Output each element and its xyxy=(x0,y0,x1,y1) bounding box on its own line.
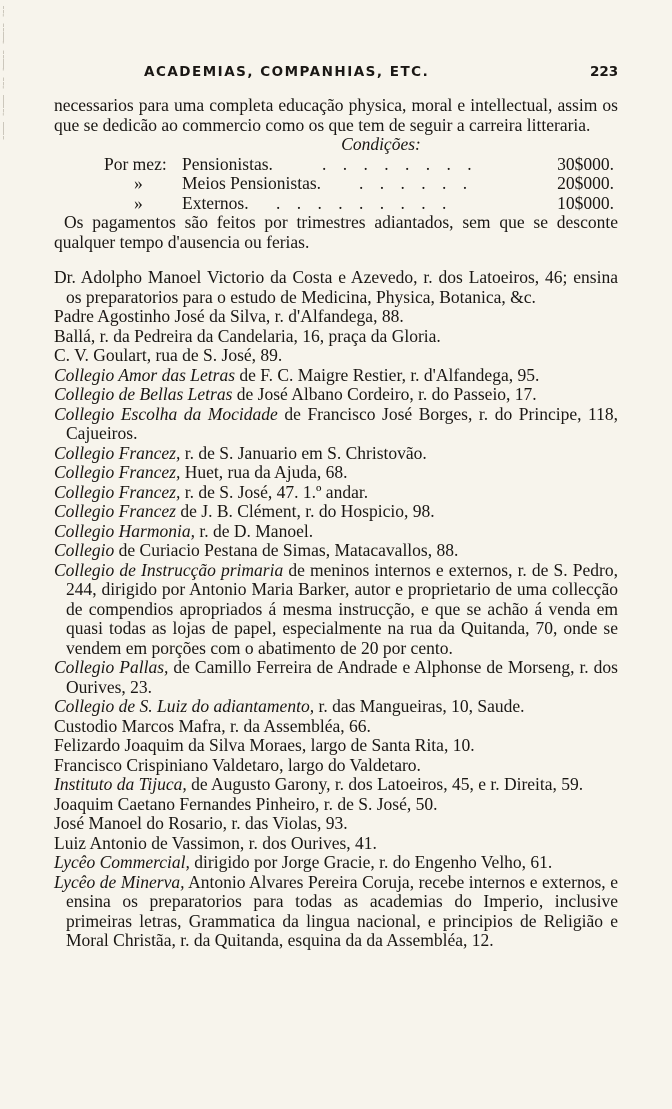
page-body xyxy=(54,96,618,951)
entry-text: Antonio Alvares Pereira Coruja, recebe internos e externos, e ensina os preparatorios para todas as academias do Imperio, inclusive primeiras letras, Grammatica da lingua nacional, e principios de Religião e Moral Christãa, r. da Quitanda, esquina da da Assembléa, 12. xyxy=(66,871,618,950)
directory-entry xyxy=(54,522,618,542)
directory-entry xyxy=(54,541,618,561)
institution-name: Lycêo Commercial, xyxy=(54,852,190,872)
page-number: 223 xyxy=(590,64,619,80)
condition-label: Externos. xyxy=(182,192,249,213)
entry-text: de Camillo Ferreira de Andrade e Alphonse de Morseng, r. dos Ourives, 23. xyxy=(66,657,618,697)
entry-text: José Manoel do Rosario, r. das Violas, 93. xyxy=(54,813,348,833)
directory-entry xyxy=(54,775,618,795)
condition-prefix: » xyxy=(134,192,143,213)
entry-text: de Francisco José Borges, r. do Principe, 118, Cajueiros. xyxy=(66,403,619,443)
directory-list xyxy=(54,268,618,951)
institution-name: Collegio Amor das Letras xyxy=(54,364,236,385)
institution-name: Collegio de S. Luiz do adiantamento, xyxy=(54,696,315,716)
entry-text: r. de S. Januario em S. Christovão. xyxy=(180,442,427,463)
condition-prefix: Por mez: xyxy=(104,153,167,174)
directory-entry xyxy=(54,697,618,717)
entry-text: Ballá, r. da Pedreira da Candelaria, 16, praça da Gloria. xyxy=(54,325,441,346)
entry-text: Joaquim Caetano Fernandes Pinheiro, r. de S. José, 50. xyxy=(54,793,438,814)
directory-entry xyxy=(54,385,618,405)
conditions-heading: Condições: xyxy=(341,134,421,154)
entry-text: de Curiacio Pestana de Simas, Matacavallos, 88. xyxy=(114,540,459,560)
directory-entry xyxy=(54,756,618,776)
condition-amount: 30$000. xyxy=(557,153,614,174)
entry-text: de meninos internos e externos, r. de S. Pedro, 244, dirigido por Antonio Maria Barker, autor e proprietario de uma collecção de compendios apropriados á mesma instrucção, e que se achão á venda em quasi todas as lojas de papel, especialmente na rua da Quitanda, 70, onde se vendem em porções com o abatimento de 20 por cento. xyxy=(66,559,618,658)
condition-dots: . . . . . . xyxy=(359,173,474,193)
entry-text: Custodio Marcos Mafra, r. da Assembléa, 66. xyxy=(54,715,371,736)
entry-text: de F. C. Maigre Restier, r. d'Alfandega, 95. xyxy=(235,364,540,385)
condition-dots: . . . . . . . . . xyxy=(276,192,453,213)
directory-entry xyxy=(54,717,618,737)
entry-text: Felizardo Joaquim da Silva Moraes, largo de Santa Rita, 10. xyxy=(54,735,475,755)
directory-entry xyxy=(54,502,618,522)
condition-prefix: » xyxy=(134,173,143,193)
condition-amount: 10$000. xyxy=(557,192,614,213)
entry-text: C. V. Goulart, rua de S. José, 89. xyxy=(54,345,283,365)
institution-name: Collegio xyxy=(54,540,115,560)
institution-name: Collegio Harmonia, xyxy=(54,520,195,541)
directory-entry xyxy=(54,853,618,873)
directory-entry xyxy=(54,268,618,307)
entry-text: de J. B. Clément, r. do Hospicio, 98. xyxy=(176,501,435,521)
entry-text: de José Albano Cordeiro, r. do Passeio, 17. xyxy=(232,384,537,404)
entry-text: Padre Agostinho José da Silva, r. d'Alfandega, 88. xyxy=(54,306,404,326)
institution-name: Collegio Francez, xyxy=(54,481,181,502)
directory-entry xyxy=(54,444,618,464)
running-header xyxy=(0,64,672,88)
directory-entry xyxy=(54,561,618,659)
entry-text: Huet, rua da Ajuda, 68. xyxy=(180,462,348,482)
directory-entry xyxy=(54,405,618,444)
institution-name: Lycêo de Minerva, xyxy=(54,871,185,892)
header-title: ACADEMIAS, COMPANHIAS, ETC. xyxy=(144,64,430,80)
directory-entry xyxy=(54,366,618,386)
entry-text: de Augusto Garony, r. dos Latoeiros, 45, e r. Direita, 59. xyxy=(186,774,584,794)
institution-name: Collegio Francez, xyxy=(54,462,181,482)
institution-name: Collegio Francez, xyxy=(54,442,181,463)
entry-text: r. de S. José, 47. 1.º andar. xyxy=(180,481,369,502)
institution-name: Instituto da Tijuca, xyxy=(54,774,187,794)
directory-entry xyxy=(54,795,618,815)
condition-amount: 20$000. xyxy=(557,173,614,193)
entry-text: Dr. Adolpho Manoel Victorio da Costa e Azevedo, r. dos Latoeiros, 46; ensina os preparatorios para o estudo de Medicina, Physica, Botanica, &c. xyxy=(54,267,618,307)
condition-row xyxy=(54,155,618,175)
entry-text: Francisco Crispiniano Valdetaro, largo do Valdetaro. xyxy=(54,754,421,775)
directory-entry xyxy=(54,873,618,951)
directory-entry xyxy=(54,834,618,854)
entry-text: r. das Mangueiras, 10, Saude. xyxy=(314,696,525,716)
entry-text: dirigido por Jorge Gracie, r. do Engenho Velho, 61. xyxy=(189,852,553,872)
directory-entry xyxy=(54,327,618,347)
condition-row xyxy=(54,174,618,194)
margin-marks: ¦ ' ¦ | ' ¦ | ' ¦ ' | ¦ ' | ¦ xyxy=(2,6,6,141)
condition-label: Meios Pensionistas. xyxy=(182,173,322,193)
directory-entry xyxy=(54,736,618,756)
condition-label: Pensionistas. xyxy=(182,153,273,174)
directory-entry xyxy=(54,307,618,327)
directory-entry xyxy=(54,814,618,834)
condition-dots: . . . . . . . . xyxy=(322,153,478,174)
directory-entry xyxy=(54,463,618,483)
institution-name: Collegio Pallas, xyxy=(54,657,169,677)
institution-name: Collegio de Instrucção primaria xyxy=(54,559,284,580)
institution-name: Collegio Francez xyxy=(54,501,176,521)
directory-entry xyxy=(54,658,618,697)
directory-entry xyxy=(54,483,618,503)
condition-row xyxy=(54,194,618,214)
institution-name: Collegio de Bellas Letras xyxy=(54,384,233,404)
entry-text: r. de D. Manoel. xyxy=(194,520,314,541)
payments-note: Os pagamentos são feitos por trimestres adiantados, sem que se desconte qualquer tempo d'ausencia ou ferias. xyxy=(54,212,618,252)
intro-paragraph: necessarios para uma completa educação physica, moral e intellectual, assim os que se dedicão ao commercio como os que tem de seguir a carreira litteraria. xyxy=(54,95,618,135)
section-gap xyxy=(54,252,618,268)
entry-text: Luiz Antonio de Vassimon, r. dos Ourives, 41. xyxy=(54,832,377,853)
directory-entry xyxy=(54,346,618,366)
institution-name: Collegio Escolha da Mocidade xyxy=(54,403,278,424)
